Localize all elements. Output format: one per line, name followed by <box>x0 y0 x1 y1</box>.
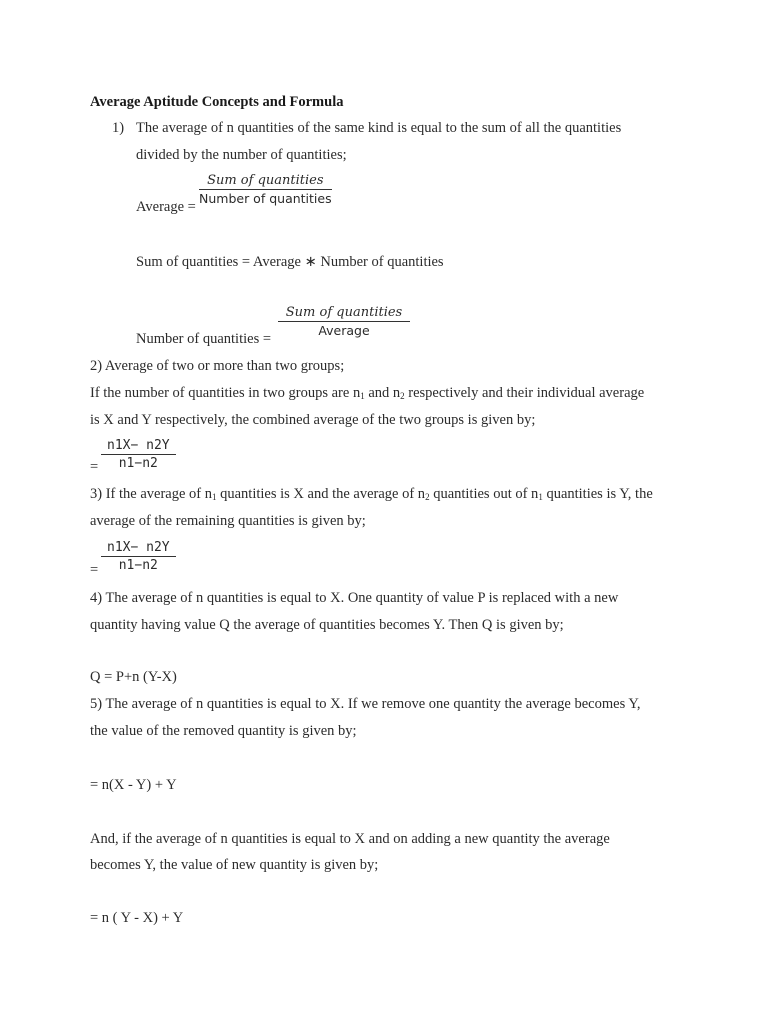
number-fraction <box>278 305 410 338</box>
item2-line1-part-b: and n <box>364 385 401 401</box>
item4-formula: Q = P+n (Y-X) <box>90 669 177 685</box>
item2-subscript-1: 1 <box>360 391 365 401</box>
item2-heading: 2) Average of two or more than two groups; <box>90 358 345 374</box>
item3-fraction <box>101 540 176 573</box>
item3-line1 <box>90 486 653 503</box>
average-denominator: Number of quantities <box>199 191 332 206</box>
average-label: Average = <box>136 199 196 215</box>
item3-line1-part-d: quantities is Y, the <box>542 486 653 502</box>
item4-line1: 4) The average of n quantities is equal to X. One quantity of value P is replaced with a new <box>90 590 619 606</box>
item3-subscript-a: 1 <box>211 492 217 502</box>
item5-add-line2: becomes Y, the value of new quantity is given by; <box>90 857 379 873</box>
list-marker-1: 1) <box>112 120 125 136</box>
sum-formula: Sum of quantities = Average ∗ Number of quantities <box>136 254 444 270</box>
average-numerator: Sum of quantities <box>199 173 332 190</box>
item2-line1-part-a: If the number of quantities in two groups are n <box>90 385 361 401</box>
item3-equals: = <box>90 562 99 578</box>
item2-subscript-2: 2 <box>400 391 405 401</box>
item3-line1-part-b: quantities is X and the average of n <box>216 486 426 502</box>
item2-denominator: n1−n2 <box>118 456 158 471</box>
item5-line2: the value of the removed quantity is given by; <box>90 723 357 739</box>
number-numerator: Sum of quantities <box>278 305 410 322</box>
item2-line1-part-c: respectively and their individual average <box>404 385 645 401</box>
item3-subscript-c: 1 <box>538 492 543 502</box>
item2-equals: = <box>90 459 99 475</box>
item1-line1: The average of n quantities of the same kind is equal to the sum of all the quantities <box>136 120 622 136</box>
number-label: Number of quantities = <box>136 331 272 347</box>
document-title: Average Aptitude Concepts and Formula <box>90 94 344 110</box>
item4-line2: quantity having value Q the average of quantities becomes Y. Then Q is given by; <box>90 617 564 633</box>
item3-line1-part-a: 3) If the average of n <box>90 486 212 502</box>
item5-add-line1: And, if the average of n quantities is equal to X and on adding a new quantity the average <box>90 831 610 847</box>
item5-formula: = n(X - Y) + Y <box>90 777 177 793</box>
item5-line1: 5) The average of n quantities is equal to X. If we remove one quantity the average becomes Y, <box>90 696 641 712</box>
item2-line2: is X and Y respectively, the combined average of the two groups is given by; <box>90 412 536 428</box>
item2-numerator: n1X− n2Y <box>101 438 176 455</box>
item3-numerator: n1X− n2Y <box>101 540 176 557</box>
item2-line1 <box>90 385 644 402</box>
item5-add-formula: = n ( Y - X) + Y <box>90 910 184 926</box>
item1-line2: divided by the number of quantities; <box>136 147 347 163</box>
item2-fraction <box>101 438 176 471</box>
average-fraction <box>199 173 332 206</box>
number-denominator: Average <box>318 323 370 338</box>
item3-line2: average of the remaining quantities is given by; <box>90 513 366 529</box>
item3-subscript-b: 2 <box>425 492 430 502</box>
item3-line1-part-c: quantities out of n <box>429 486 539 502</box>
item3-denominator: n1−n2 <box>118 558 158 573</box>
